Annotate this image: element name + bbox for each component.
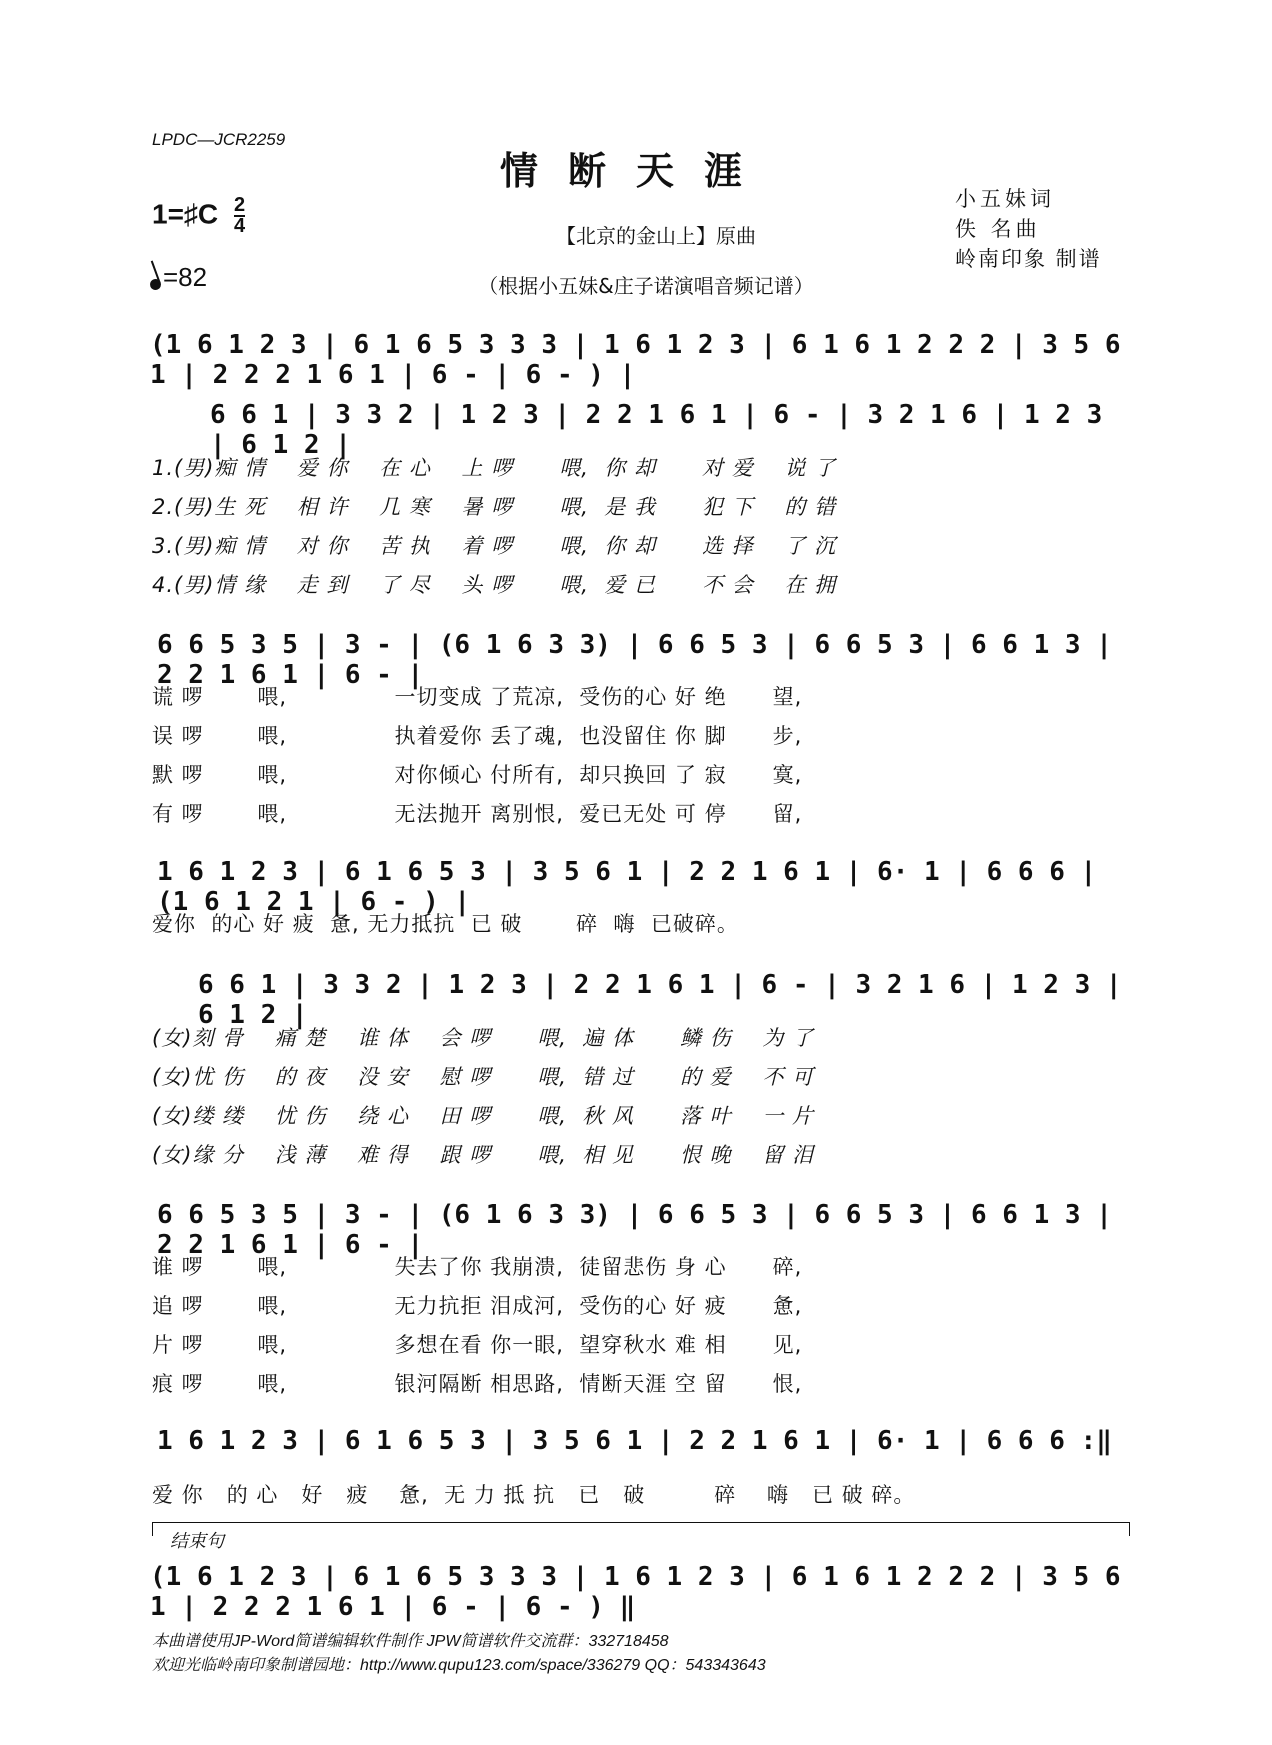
song-title: 情断天涯 [499, 148, 772, 193]
ending-label: 结束句 [170, 1531, 224, 1552]
notation-text: 6 6 1 | 3 3 2 | 1 2 3 | 2 2 1 6 1 | 6 - | 3 2 1 6 | 1 2 3 | 6 1 2 | [210, 400, 1103, 460]
transcription-basis: （根据小五妹&庄子诺演唱音频记谱） [478, 274, 814, 298]
time-numerator: 2 [233, 194, 246, 216]
lyric-line: 3.(男)痴 情 对 你 苦 执 着 啰 喂, 你 却 选 择 了 沉 [152, 534, 837, 558]
arranger-credit: 岭南印象 制谱 [955, 247, 1102, 271]
lyric-line: 默 啰 喂, 对你倾心 付所有, 却只换回 了 寂 寞, [152, 763, 803, 787]
lyric-line: 爱你 的心 好 疲 惫, 无力抵抗 已 破 碎 嗨 已破碎。 [152, 912, 739, 936]
lyric-line: 2.(男)生 死 相 许 几 寒 暑 啰 喂, 是 我 犯 下 的 错 [152, 495, 837, 519]
original-tune: 【北京的金山上】原曲 [556, 224, 756, 248]
ending-bracket-left [152, 1522, 153, 1536]
lyric-line: 追 啰 喂, 无力抗拒 泪成河, 受伤的心 好 疲 惫, [152, 1294, 803, 1318]
ending-bracket-line [152, 1522, 1130, 1523]
lyricist-credit: 小五妹词 [955, 187, 1055, 211]
lyric-line: (女)忧 伤 的 夜 没 安 慰 啰 喂, 错 过 的 爱 不 可 [152, 1065, 815, 1089]
footer-line-2: 欢迎光临岭南印象制谱园地：http://www.qupu123.com/space/336279 QQ：543343643 [152, 1657, 766, 1674]
notation-text: 6 6 1 | 3 3 2 | 1 2 3 | 2 2 1 6 1 | 6 - | 3 2 1 6 | 1 2 3 | 6 1 2 | [198, 970, 1122, 1030]
lyric-line: 1.(男)痴 情 爱 你 在 心 上 啰 喂, 你 却 对 爱 说 了 [152, 456, 837, 480]
verse-notation-row-6 [157, 1426, 1132, 1456]
time-denominator: 4 [233, 215, 246, 237]
tempo-value: =82 [163, 262, 208, 292]
verse-notation-row-4 [198, 970, 1132, 1030]
verse-notation-row-1 [210, 400, 1132, 460]
lyric-line: (女)缕 缕 忧 伤 绕 心 田 啰 喂, 秋 风 落 叶 一 片 [152, 1104, 815, 1128]
ending-bracket-right [1129, 1522, 1130, 1536]
lyric-line: 有 啰 喂, 无法抛开 离别恨, 爱已无处 可 停 留, [152, 802, 803, 826]
lyric-line: 爱 你 的 心 好 疲 惫, 无 力 抵 抗 已 破 碎 嗨 已 破 碎。 [152, 1483, 916, 1507]
lyric-line: 片 啰 喂, 多想在看 你一眼, 望穿秋水 难 相 见, [152, 1333, 803, 1357]
composer-credit: 佚 名曲 [955, 217, 1041, 241]
notation-text: 1 6 1 2 3 | 6 1 6 5 3 | 3 5 6 1 | 2 2 1 6 1 | 6· 1 | 6 6 6 | (1 6 1 2 1 | 6 - ) | [157, 857, 1097, 917]
footer-line-1: 本曲谱使用JP-Word简谱编辑软件制作 JPW简谱软件交流群：332718458 [152, 1633, 669, 1650]
intro-notation-row [150, 330, 1132, 390]
notation-text: 6 6 5 3 5 | 3 - | (6 1 6 3 3) | 6 6 5 3 | 6 6 5 3 | 6 6 1 3 | 2 2 1 6 1 | 6 - | [157, 630, 1112, 690]
lyric-line: (女)刻 骨 痛 楚 谁 体 会 啰 喂, 遍 体 鳞 伤 为 了 [152, 1026, 815, 1050]
key-label: 1=♯C [152, 198, 219, 230]
ending-notation-row [150, 1562, 1132, 1622]
notation-text: 1 6 1 2 3 | 6 1 6 5 3 | 3 5 6 1 | 2 2 1 6 1 | 6· 1 | 6 6 6 :‖ [157, 1426, 1112, 1456]
lyric-line: 谎 啰 喂, 一切变成 了荒凉, 受伤的心 好 绝 望, [152, 685, 803, 709]
lyric-line: 4.(男)情 缘 走 到 了 尽 头 啰 喂, 爱 已 不 会 在 拥 [152, 573, 837, 597]
lyric-line: 误 啰 喂, 执着爱你 丢了魂, 也没留住 你 脚 步, [152, 724, 803, 748]
notation-text: 6 6 5 3 5 | 3 - | (6 1 6 3 3) | 6 6 5 3 | 6 6 5 3 | 6 6 1 3 | 2 2 1 6 1 | 6 - | [157, 1200, 1112, 1260]
lyric-line: (女)缘 分 浅 薄 难 得 跟 啰 喂, 相 见 恨 晚 留 泪 [152, 1143, 815, 1167]
score-code: LPDC—JCR2259 [152, 130, 286, 149]
notation-text: (1 6 1 2 3 | 6 1 6 5 3 3 3 | 1 6 1 2 3 | 6 1 6 1 2 2 2 | 3 5 6 1 | 2 2 2 1 6 1 | 6 - | 6 - ) ‖ [150, 1562, 1121, 1622]
lyric-line: 痕 啰 喂, 银河隔断 相思路, 情断天涯 空 留 恨, [152, 1372, 803, 1396]
notation-text: (1 6 1 2 3 | 6 1 6 5 3 3 3 | 1 6 1 2 3 | 6 1 6 1 2 2 2 | 3 5 6 1 | 2 2 2 1 6 1 | 6 - | 6 - ) | [150, 330, 1121, 390]
lyric-line: 谁 啰 喂, 失去了你 我崩溃, 徒留悲伤 身 心 碎, [152, 1255, 803, 1279]
